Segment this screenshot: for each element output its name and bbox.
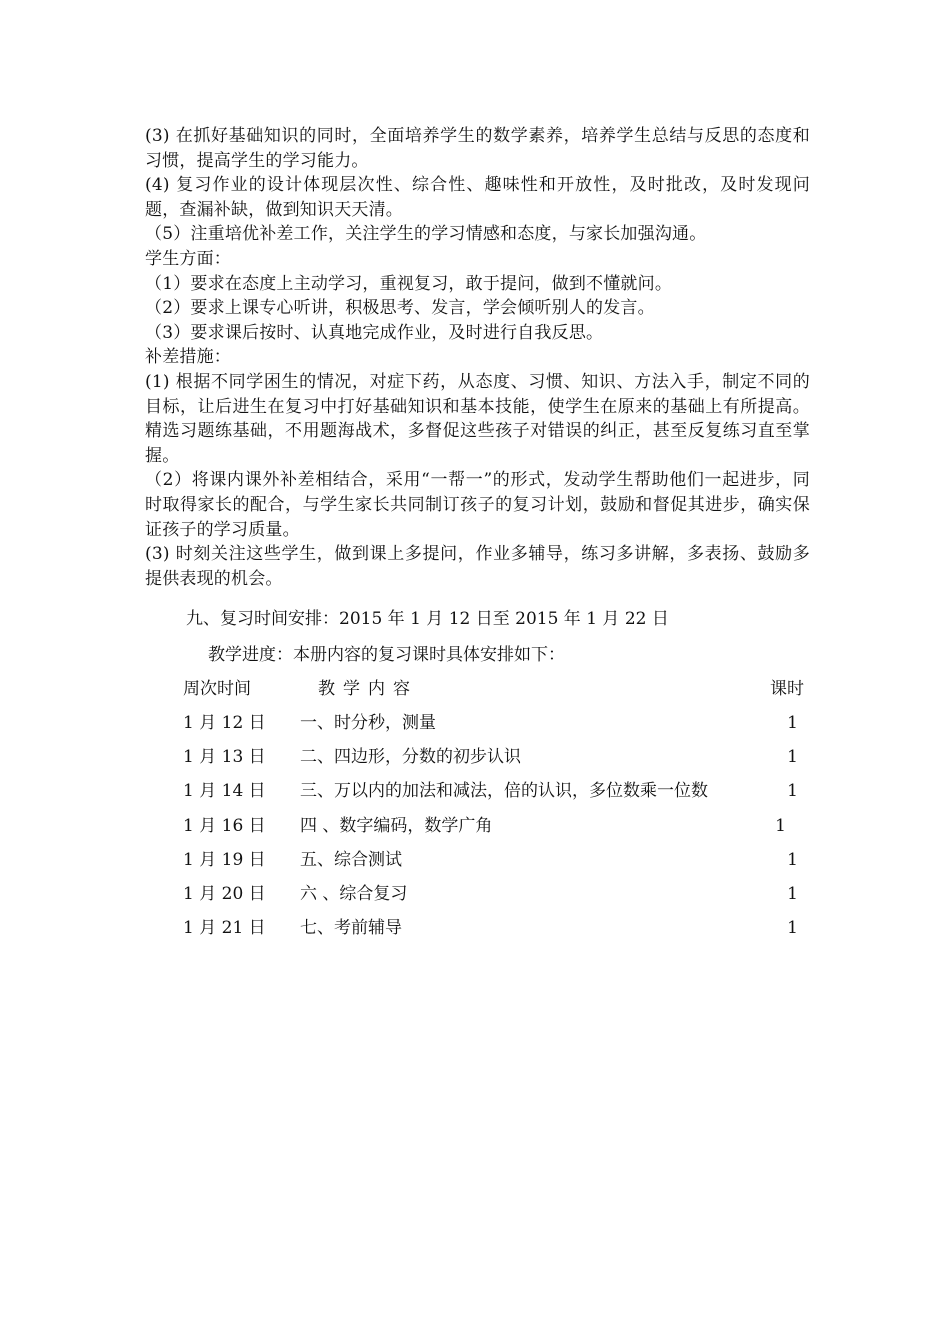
paragraph-review-goal-5: （5）注重培优补差工作，关注学生的学习情感和态度，与家长加强沟通。 xyxy=(145,224,707,245)
row-hours: 1 xyxy=(787,850,798,870)
schedule-row xyxy=(0,913,950,943)
row-hours: 1 xyxy=(787,747,798,767)
row-content: 一、时分秒，测量 xyxy=(300,713,436,733)
row-date: 1 月 21 日 xyxy=(183,918,266,938)
progress-line: 教学进度：本册内容的复习课时具体安排如下： xyxy=(208,645,565,665)
paragraph-student-3: （3）要求课后按时、认真地完成作业，及时进行自我反思。 xyxy=(145,322,604,343)
paragraph-student-2: （2）要求上课专心听讲，积极思考、发言，学会倾听别人的发言。 xyxy=(145,298,655,319)
section-label-remedial: 补差措施： xyxy=(145,347,231,368)
schedule-row xyxy=(0,879,950,909)
row-hours: 1 xyxy=(787,781,798,801)
row-content: 三、万以内的加法和减法，倍的认识，多位数乘一位数 xyxy=(300,781,708,801)
row-hours: 1 xyxy=(775,816,786,836)
row-date: 1 月 20 日 xyxy=(183,884,266,904)
paragraph-remedial-3: (3) 时刻关注这些学生，做到课上多提问，作业多辅导，练习多讲解，多表扬、鼓励多提供表现的机会。 xyxy=(145,544,810,589)
row-content: 五、综合测试 xyxy=(300,850,402,870)
row-hours: 1 xyxy=(787,884,798,904)
row-hours: 1 xyxy=(787,713,798,733)
paragraph-remedial-1: (1) 根据不同学困生的情况，对症下药，从态度、习惯、知识、方法入手，制定不同的目标，让后进生在复习中打好基础知识和基本技能，使学生在原来的基础上有所提高。精选习题练基础，不用题海战术，多督促这些孩子对错误的纠正，甚至反复练习直至掌握。 xyxy=(145,371,810,466)
header-content: 教学内容 xyxy=(318,679,418,699)
row-content: 二、四边形，分数的初步认识 xyxy=(300,747,521,767)
header-hours: 课时 xyxy=(770,679,804,699)
paragraph-review-goal-3: (3) 在抓好基础知识的同时，全面培养学生的数学素养，培养学生总结与反思的态度和习惯，提高学生的学习能力。 xyxy=(145,126,810,171)
row-date: 1 月 14 日 xyxy=(183,781,266,801)
section-label-students: 学生方面： xyxy=(145,248,231,269)
schedule-row xyxy=(0,742,950,772)
row-date: 1 月 16 日 xyxy=(183,816,266,836)
paragraph-review-goal-4: (4) 复习作业的设计体现层次性、综合性、趣味性和开放性，及时批改，及时发现问题，查漏补缺，做到知识天天清。 xyxy=(145,175,810,220)
schedule-row xyxy=(0,708,950,738)
schedule-header-row xyxy=(0,674,950,704)
row-hours: 1 xyxy=(787,918,798,938)
body-text xyxy=(145,124,810,591)
schedule-row xyxy=(0,776,950,806)
row-date: 1 月 13 日 xyxy=(183,747,266,767)
schedule-heading: 九、复习时间安排：2015 年 1 月 12 日至 2015 年 1 月 22 日 xyxy=(186,609,669,629)
row-date: 1 月 19 日 xyxy=(183,850,266,870)
row-content: 七、考前辅导 xyxy=(300,918,402,938)
row-date: 1 月 12 日 xyxy=(183,713,266,733)
schedule-row xyxy=(0,811,950,841)
row-content: 四 、数字编码，数学广角 xyxy=(300,816,493,836)
schedule-row xyxy=(0,845,950,875)
paragraph-student-1: （1）要求在态度上主动学习，重视复习，敢于提问，做到不懂就问。 xyxy=(145,273,673,294)
header-date: 周次时间 xyxy=(183,679,251,699)
row-content: 六 、综合复习 xyxy=(300,884,408,904)
paragraph-remedial-2: （2）将课内课外补差相结合，采用“一帮一”的形式，发动学生帮助他们一起进步，同时取得家长的配合，与学生家长共同制订孩子的复习计划，鼓励和督促其进步，确实保证孩子的学习质量。 xyxy=(145,470,810,540)
